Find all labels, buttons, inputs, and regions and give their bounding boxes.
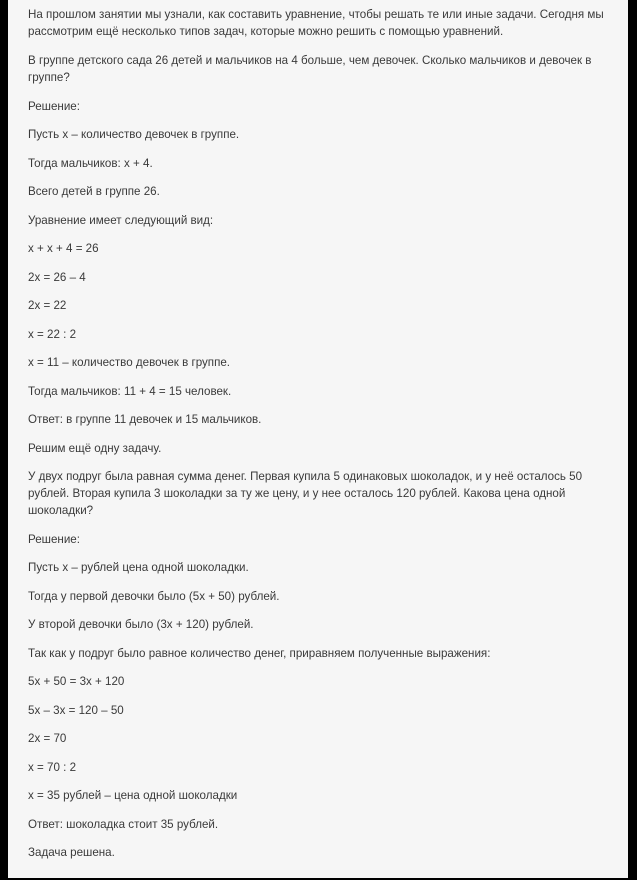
equation-line: x = 11 – количество девочек в группе.: [28, 356, 231, 369]
solution-heading-2: Решение:: [28, 532, 80, 546]
answer-line: Ответ: шоколадка стоит 35 рублей.: [28, 817, 219, 831]
equation-line: x = 70 : 2: [28, 760, 77, 774]
document-body: [8, 0, 628, 861]
intro-paragraph: На прошлом занятии мы узнали, как составить уравнение, чтобы решать те или иные задачи. Сегодня мы рассмотрим ещё несколько типов задач, которые можно решить с помощью уравнений.: [28, 8, 604, 38]
equation-line: 5x – 3x = 120 – 50: [28, 703, 124, 717]
equation-line: x + x + 4 = 26: [28, 242, 99, 255]
solution-line: Тогда у первой девочки было (5x + 50) рублей.: [28, 589, 280, 603]
solution-line: Тогда мальчиков: 11 + 4 = 15 человек.: [28, 384, 232, 398]
document-page: [8, 0, 628, 878]
answer-line: Ответ: в группе 11 девочек и 15 мальчиков.: [28, 413, 262, 426]
equation-line: 2x = 22: [28, 299, 67, 312]
solution-line: Уравнение имеет следующий вид:: [28, 213, 214, 227]
solution-line: Всего детей в группе 26.: [28, 185, 160, 198]
solution-line: Тогда мальчиков: x + 4.: [28, 156, 153, 170]
solution-line: Так как у подруг было равное количество денег, приравняем полученные выражения:: [28, 646, 491, 660]
problem-1-statement: В группе детского сада 26 детей и мальчиков на 4 больше, чем девочек. Сколько мальчиков и девочек в группе?: [28, 54, 592, 84]
solution-line: Пусть x – рублей цена одной шоколадки.: [28, 561, 249, 574]
solution-line: Пусть x – количество девочек в группе.: [28, 128, 240, 141]
equation-line: x = 22 : 2: [28, 327, 77, 341]
equation-line: 2x = 26 – 4: [28, 270, 86, 284]
closing-line: Задача решена.: [28, 846, 115, 859]
equation-line: 2x = 70: [28, 732, 67, 745]
solution-heading-1: Решение:: [28, 99, 80, 113]
solution-line: У второй девочки было (3x + 120) рублей.: [28, 618, 254, 631]
transition-line: Решим ещё одну задачу.: [28, 441, 162, 455]
problem-2-statement: У двух подруг была равная сумма денег. Первая купила 5 одинаковых шоколадок, и у неё осталось 50 рублей. Вторая купила 3 шоколадки за ту же цену, и у нее осталось 120 рублей. Какова цена одной шоколадки?: [28, 470, 583, 517]
equation-line: x = 35 рублей – цена одной шоколадки: [28, 789, 238, 802]
equation-line: 5x + 50 = 3x + 120: [28, 675, 125, 688]
